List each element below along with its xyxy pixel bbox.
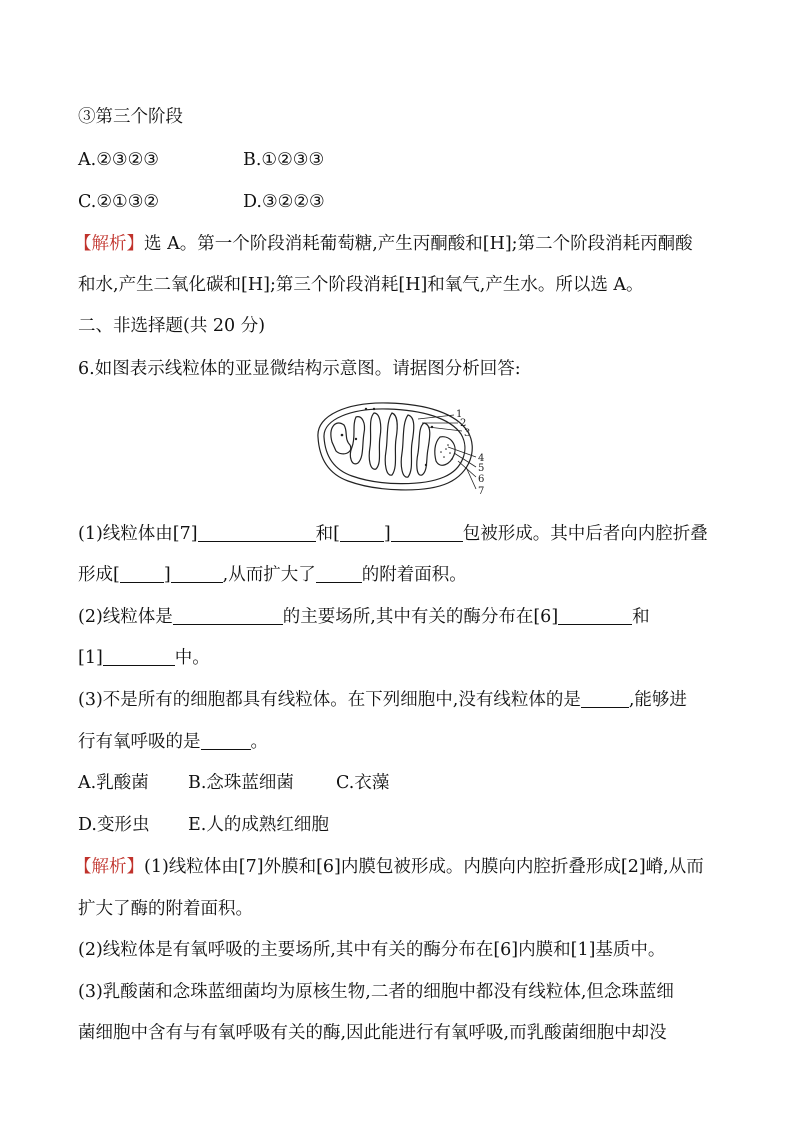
q6-p2-text: [1]	[78, 648, 103, 668]
figure-labels	[456, 409, 484, 497]
q5-option-d: D.③②②③	[243, 192, 325, 212]
q5-analysis-line-1	[74, 231, 722, 257]
q6-part2-line-2	[78, 645, 722, 671]
q5-option-c: C.②①③②	[78, 192, 160, 212]
label-4: 4	[478, 453, 485, 464]
q5-analysis-line-2: 和水,产生二氧化碳和[H];第三个阶段消耗[H]和氧气,产生水。所以选 A。	[78, 275, 644, 295]
blank-inner-membrane[interactable]	[391, 523, 463, 542]
mitochondrion-outline	[318, 403, 472, 490]
blank-inner-membrane[interactable]	[558, 606, 632, 625]
blank-number[interactable]	[120, 564, 164, 583]
q6-p1-text: 的附着面积。	[361, 565, 467, 585]
blank-aerobic-respiration[interactable]	[173, 606, 283, 625]
blank-matrix[interactable]	[103, 647, 175, 666]
q6-p1-text: 包被形成。其中后者向内腔折叠	[462, 524, 708, 544]
q6-option-e: E.人的成熟红细胞	[188, 815, 329, 835]
q6-part2-line-1	[78, 604, 722, 630]
q6-p1-text: 和[	[315, 524, 340, 544]
q6-p1-text: ,从而扩大了	[222, 565, 316, 585]
q5-option-b: B.①②③③	[243, 150, 325, 170]
q6-p1-text: (1)线粒体由[7]	[78, 524, 198, 544]
blank-number[interactable]	[340, 523, 384, 542]
q6-part1-line-2	[78, 562, 722, 588]
label-2: 2	[460, 418, 467, 429]
q6-analysis-line-5: 菌细胞中含有与有氧呼吸有关的酶,因此能进行有氧呼吸,而乳酸菌细胞中却没	[78, 1023, 667, 1043]
label-3: 3	[464, 428, 471, 439]
q6-p2-text: (2)线粒体是	[78, 607, 173, 627]
q6-analysis-text-1: (1)线粒体由[7]外膜和[6]内膜包被形成。内膜向内腔折叠形成[2]嵴,从而	[144, 857, 704, 877]
q6-part1-line-1	[78, 521, 722, 547]
q5-options-row-2	[78, 189, 722, 215]
q6-analysis-line-4: (3)乳酸菌和念珠蓝细菌均为原核生物,二者的细胞中都没有线粒体,但念珠蓝细	[78, 982, 674, 1002]
q6-analysis-line-2: 扩大了酶的附着面积。	[78, 899, 253, 919]
mitochondrion-diagram	[308, 397, 488, 497]
q6-options-row-2	[78, 812, 722, 838]
q6-part3-line-2	[78, 729, 722, 755]
q6-analysis-line-3: (2)线粒体是有氧呼吸的主要场所,其中有关的酶分布在[6]内膜和[1]基质中。	[78, 940, 666, 960]
blank-crista[interactable]	[171, 564, 223, 583]
q6-option-b: B.念珠蓝细菌	[188, 773, 294, 793]
q6-analysis-line-1	[74, 854, 722, 880]
blank-no-mitochondria[interactable]	[581, 689, 629, 708]
label-7: 7	[478, 486, 485, 497]
label-5: 5	[478, 463, 485, 474]
section-title: 二、非选择题(共 20 分)	[78, 316, 266, 336]
q5-options-row-1	[78, 147, 722, 173]
label-6: 6	[478, 474, 485, 485]
q6-stem: 6.如图表示线粒体的亚显微结构示意图。请据图分析回答:	[78, 359, 521, 379]
q6-option-a: A.乳酸菌	[78, 773, 149, 793]
analysis-tag: 【解析】	[74, 234, 144, 254]
q6-p1-text: ]	[383, 524, 391, 544]
q6-p1-text: ]	[163, 565, 171, 585]
q6-p3-text: ,能够进	[628, 690, 687, 710]
q6-p1-text: 形成[	[78, 565, 120, 585]
label-1: 1	[456, 409, 463, 420]
q6-part3-line-1	[78, 687, 722, 713]
leader-lines	[418, 415, 476, 489]
blank-outer-membrane[interactable]	[198, 523, 316, 542]
analysis-tag: 【解析】	[74, 857, 144, 877]
blank-enzyme[interactable]	[316, 564, 362, 583]
q6-option-d: D.变形虫	[78, 815, 150, 835]
q6-p2-text: 的主要场所,其中有关的酶分布在[6]	[282, 607, 559, 627]
q6-p3-text: (3)不是所有的细胞都具有线粒体。在下列细胞中,没有线粒体的是	[78, 690, 581, 710]
blank-aerobic-cells[interactable]	[201, 731, 251, 750]
q5-option-a: A.②③②③	[78, 150, 159, 170]
q5-item-3: ③第三个阶段	[78, 107, 183, 127]
q5-analysis-text-1: 选 A。第一个阶段消耗葡萄糖,产生丙酮酸和[H];第二个阶段消耗丙酮酸	[144, 234, 693, 254]
q6-p2-text: 和	[632, 607, 650, 627]
q6-options-row-1	[78, 770, 722, 796]
q6-p2-text: 中。	[174, 648, 210, 668]
q6-p3-text: 。	[250, 732, 268, 752]
q6-p3-text: 行有氧呼吸的是	[78, 732, 201, 752]
q6-option-c: C.衣藻	[336, 773, 390, 793]
